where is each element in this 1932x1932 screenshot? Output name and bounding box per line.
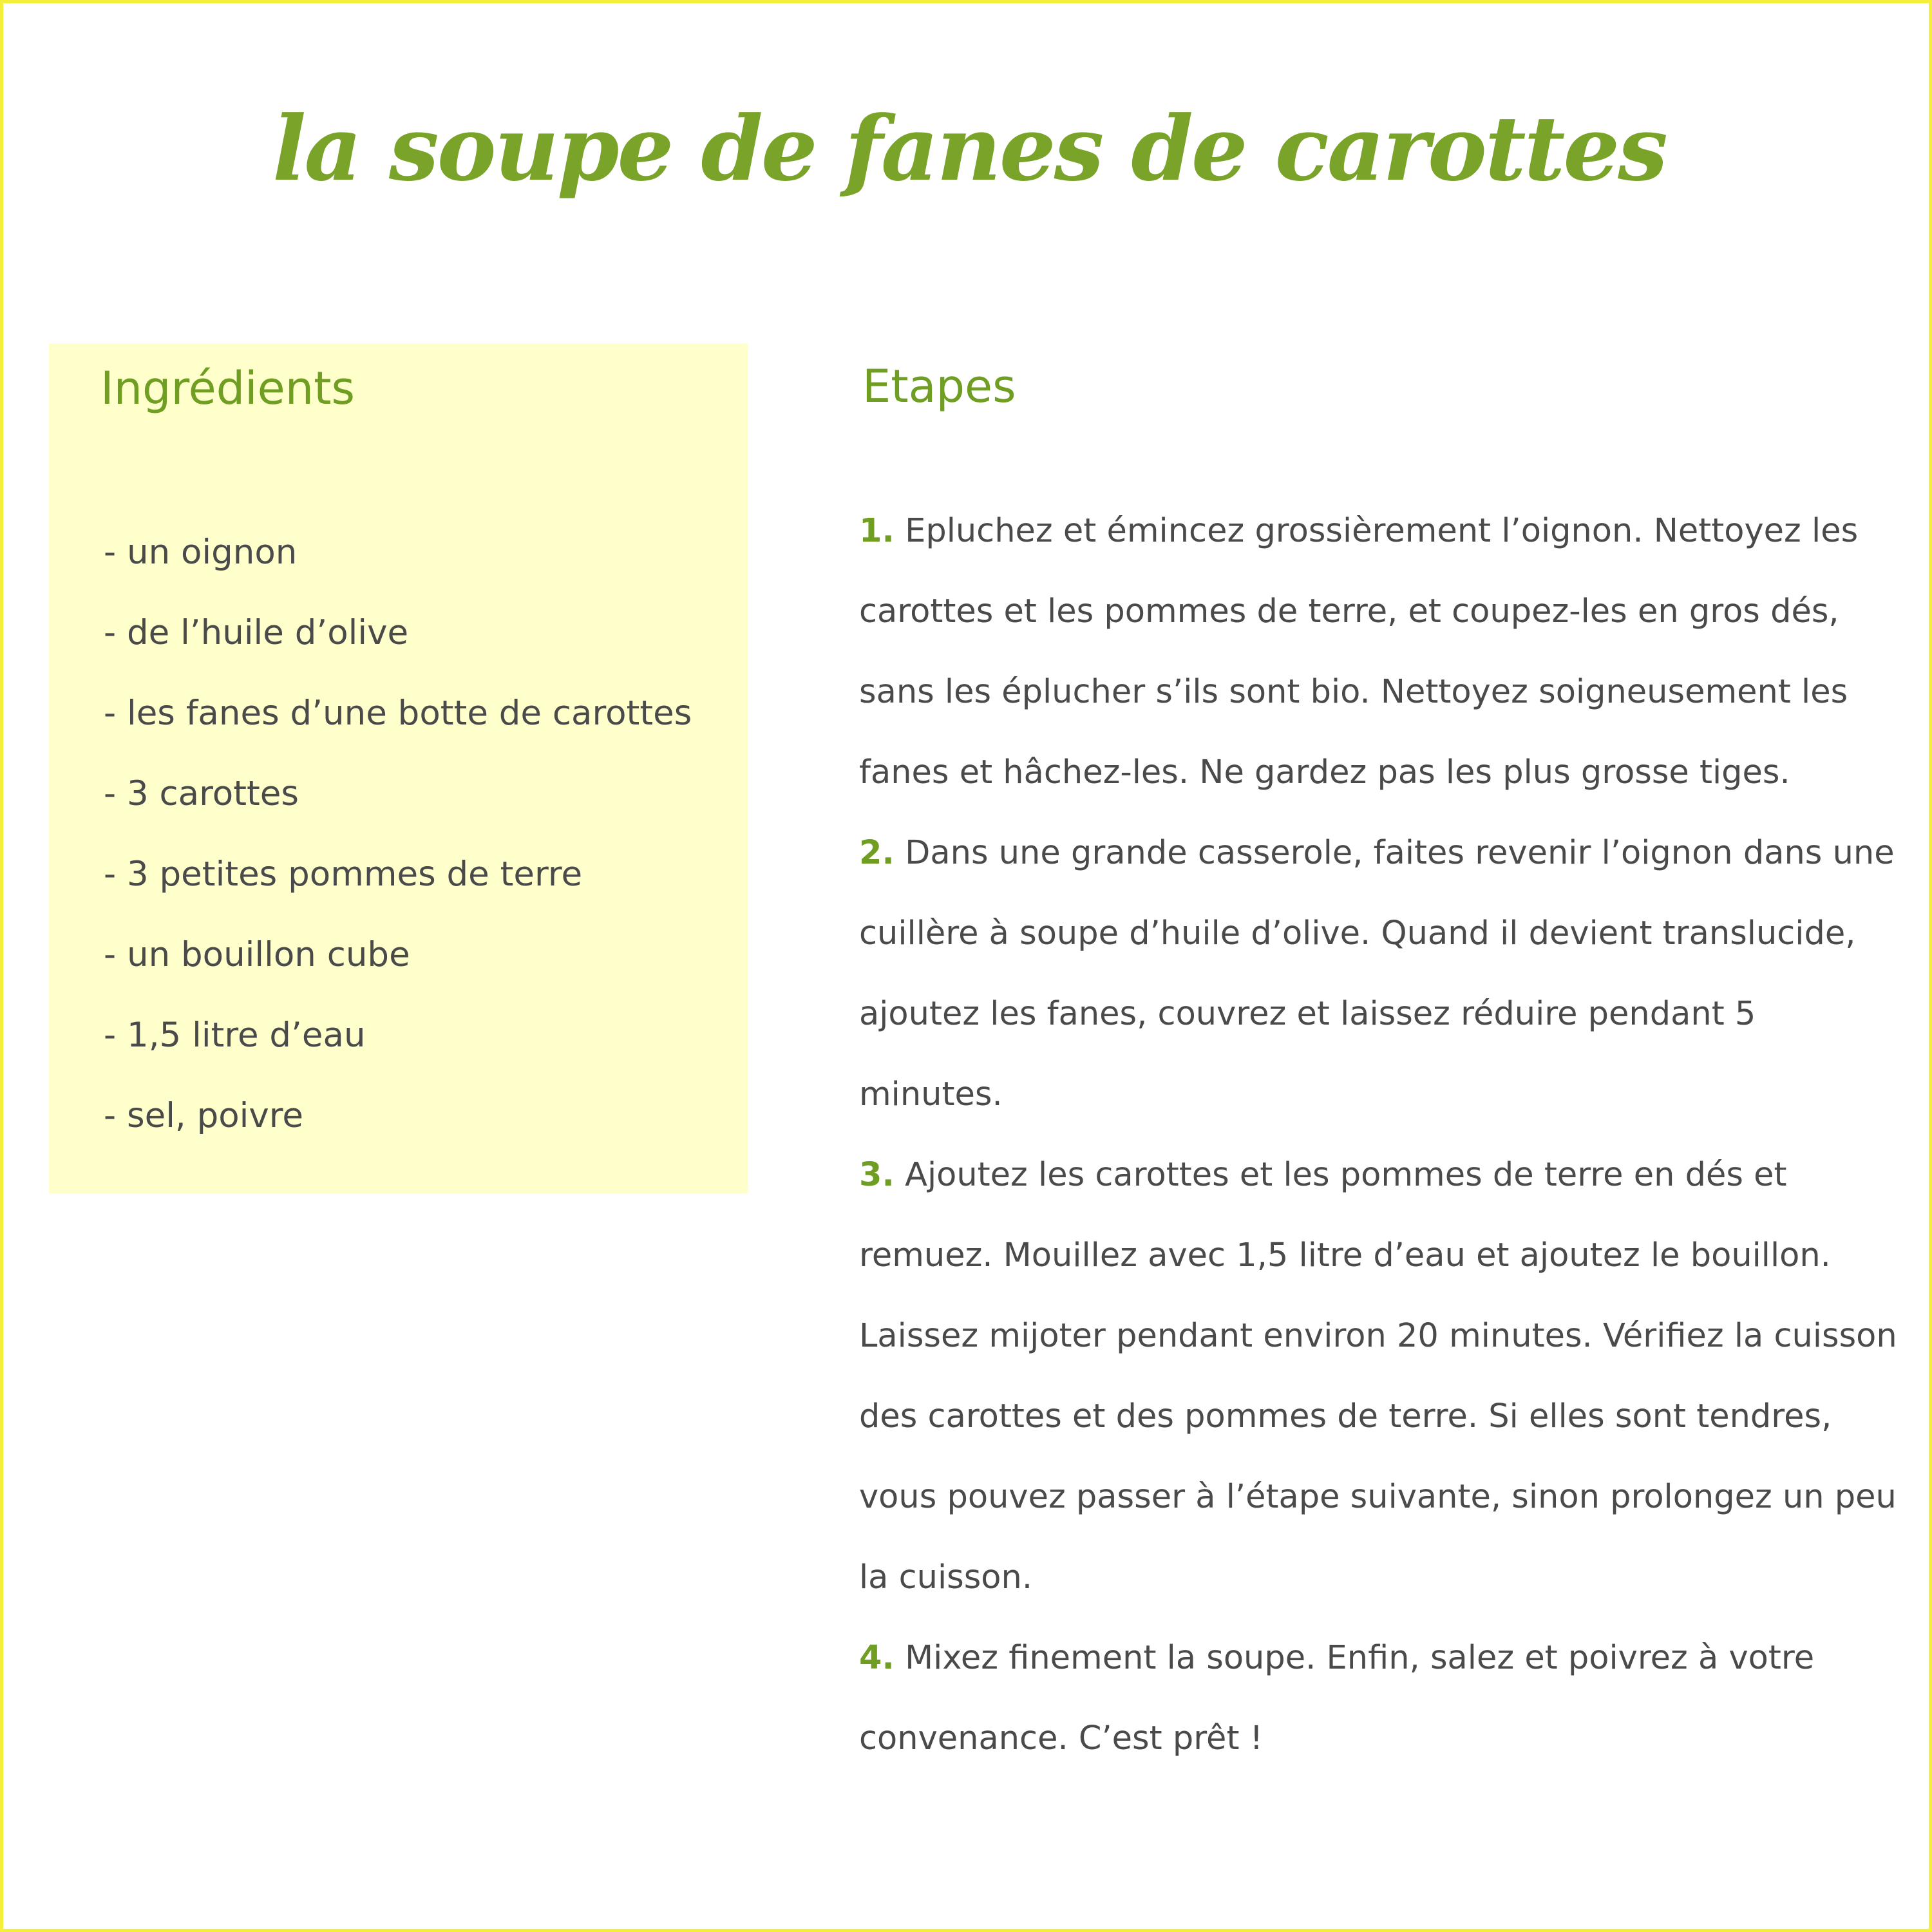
step-item bbox=[859, 491, 1902, 813]
step-number: 1. bbox=[859, 512, 895, 550]
step-text: Mixez finement la soupe. Enfin, salez et poivrez à votre convenance. C’est prêt ! bbox=[859, 1639, 1815, 1757]
step-number: 4. bbox=[859, 1639, 895, 1677]
steps-list bbox=[859, 491, 1902, 1779]
ingredient-item: - 1,5 litre d’eau bbox=[104, 1016, 366, 1055]
step-item bbox=[859, 813, 1902, 1135]
step-number: 3. bbox=[859, 1156, 895, 1194]
ingredient-item: - un oignon bbox=[104, 533, 298, 572]
ingredient-item: - un bouillon cube bbox=[104, 935, 410, 974]
ingredient-item: - 3 petites pommes de terre bbox=[104, 855, 583, 894]
step-item bbox=[859, 1618, 1902, 1779]
ingredient-item: - de l’huile d’olive bbox=[104, 613, 409, 652]
step-text: Epluchez et émincez grossièrement l’oignon. Nettoyez les carottes et les pommes de terre, et coupez-les en gros dés, sans les éplucher s’ils sont bio. Nettoyez soigneusement les fanes et hâchez-les. Ne gardez pas les plus grosse tiges. bbox=[859, 512, 1859, 791]
ingredients-list bbox=[104, 512, 692, 1156]
steps-heading: Etapes bbox=[862, 360, 1016, 413]
step-number: 2. bbox=[859, 834, 895, 872]
ingredient-item: - 3 carottes bbox=[104, 774, 299, 813]
ingredients-panel bbox=[49, 343, 748, 1193]
step-text: Ajoutez les carottes et les pommes de terre en dés et remuez. Mouillez avec 1,5 litre d’eau et ajoutez le bouillon. Laissez mijoter pendant environ 20 minutes. Vérifiez la cuisson des carottes et des pommes de terre. Si elles sont tendres, vous pouvez passer à l’étape suivante, sinon prolongez un peu la cuisson. bbox=[859, 1156, 1897, 1596]
ingredient-item: - sel, poivre bbox=[104, 1096, 304, 1135]
ingredients-heading: Ingrédients bbox=[100, 362, 355, 415]
step-text: Dans une grande casserole, faites revenir l’oignon dans une cuillère à soupe d’huile d’olive. Quand il devient translucide, ajoutez les fanes, couvrez et laissez réduire pendant 5 minutes. bbox=[859, 834, 1895, 1113]
recipe-title: la soupe de fanes de carottes bbox=[272, 96, 1666, 201]
ingredient-item: - les fanes d’une botte de carottes bbox=[104, 694, 692, 733]
step-item bbox=[859, 1135, 1902, 1618]
